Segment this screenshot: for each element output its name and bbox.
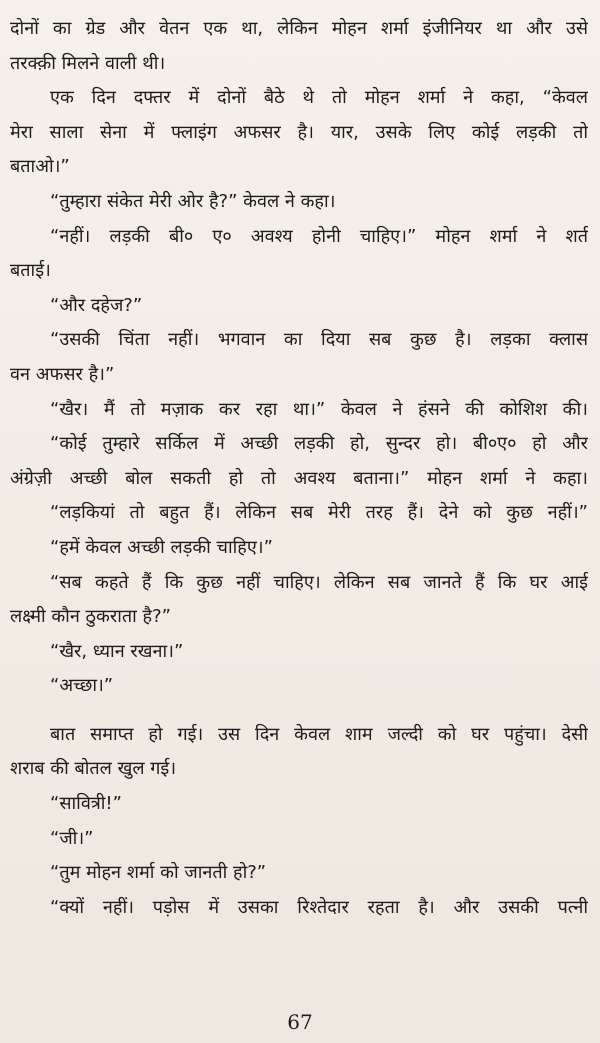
text-line: “कोई तुम्हारे सर्किल में अच्छी लड़की हो, सुन्दर हो। बी०ए० हो और — [50, 433, 588, 455]
text-line: दोनों का ग्रेड और वेतन एक था, लेकिन मोहन शर्मा इंजीनियर था और उसे — [10, 18, 588, 39]
text-line: तरक्क़ी मिलने वाली थी। — [10, 52, 166, 74]
text-line: “खैर। मैं तो मज़ाक कर रहा था।” केवल ने हंसने की कोशिश की। — [50, 398, 588, 420]
page-number: 67 — [287, 1010, 313, 1034]
text-line: मेरा साला सेना में फ्लाइंग अफसर है। यार, उसके लिए कोई लड़की तो — [10, 121, 588, 143]
text-line: शराब की बोतल खुल गई। — [10, 758, 177, 780]
text-line: “खैर, ध्यान रखना।” — [50, 640, 184, 662]
body-text — [10, 12, 588, 925]
text-line: “तुम्हारा संकेत मेरी ओर है?” केवल ने कहा। — [50, 190, 336, 212]
text-line: बात समाप्त हो गई। उस दिन केवल शाम जल्दी को घर पहुंचा। देसी — [50, 723, 588, 745]
text-line: बताओ।” — [10, 156, 70, 178]
text-line: बताई। — [10, 260, 51, 282]
text-line: “सब कहते हैं कि कुछ नहीं चाहिए। लेकिन सब जानते हैं कि घर आई — [50, 571, 588, 593]
text-line: “क्यों नहीं। पड़ोस में उसका रिश्तेदार रहता है। और उसकी पत्नी — [50, 896, 588, 918]
text-line: “लड़कियां तो बहुत हैं। लेकिन सब मेरी तरह हैं। देने को कुछ नहीं।” — [50, 502, 588, 524]
text-line: “और दहेज?” — [50, 294, 143, 316]
text-line: “तुम मोहन शर्मा को जानती हो?” — [50, 862, 267, 884]
text-line: वन अफसर है।” — [10, 363, 115, 385]
text-line: “नहीं। लड़की बी० ए० अवश्य होनी चाहिए।” मोहन शर्मा ने शर्त — [50, 225, 588, 247]
section-break — [10, 704, 588, 718]
text-line: “अच्छा।” — [50, 675, 114, 697]
text-line: “जी।” — [50, 827, 94, 849]
text-line: लक्ष्मी कौन ठुकराता है?” — [10, 606, 171, 628]
text-line: “हमें केवल अच्छी लड़की चाहिए।” — [50, 536, 273, 558]
text-line: “उसकी चिंता नहीं। भगवान का दिया सब कुछ है। लड़का क्लास — [50, 329, 588, 351]
text-line: “सावित्री!” — [50, 793, 122, 815]
text-line: अंग्रेज़ी अच्छी बोल सकती हो तो अवश्य बताना।” मोहन शर्मा ने कहा। — [10, 467, 588, 489]
text-line: एक दिन दफ्तर में दोनों बैठे थे तो मोहन शर्मा ने कहा, “केवल — [50, 87, 588, 109]
